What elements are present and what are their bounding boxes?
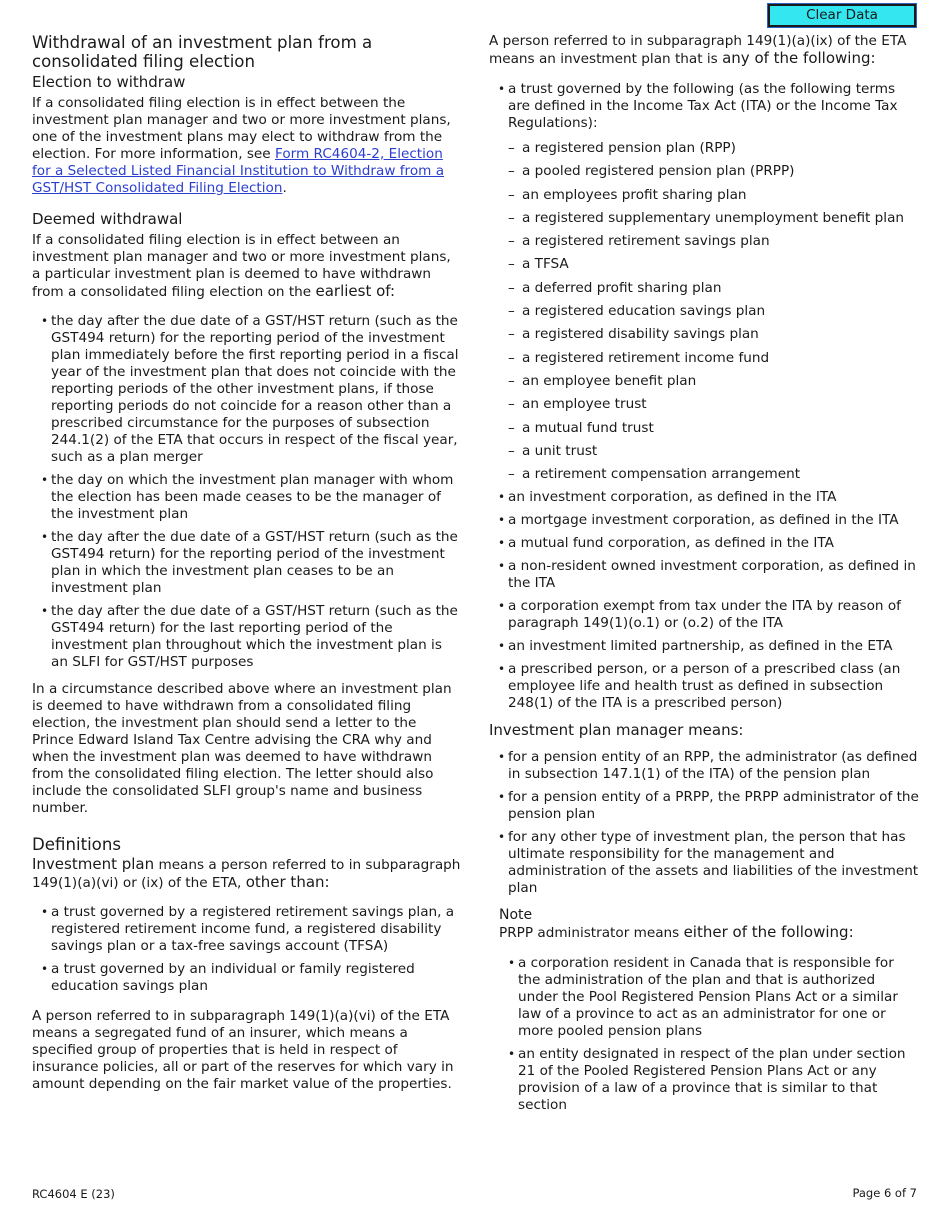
- list-item: – a registered pension plan (RPP): [508, 140, 919, 157]
- list-item: – a retirement compensation arrangement: [508, 466, 919, 483]
- investment-plan-types-list: [489, 81, 919, 712]
- list-item: • the day after the due date of a GST/HST return (such as the GST494 return) for the reporting period of the investment plan in which the investment plan ceases to be an investment plan: [32, 529, 462, 597]
- form-rc4604-2-link[interactable]: Form RC4604-2, Election for a Selected Listed Financial Institution to Withdraw from a GST/HST Consolidated Filing Election: [32, 146, 445, 196]
- list-item: • the day on which the investment plan manager with whom the election has been made ceases to be the manager of the investment plan: [32, 472, 462, 523]
- prpp-administrator-intro: PRPP administrator means either of the following:: [499, 923, 854, 942]
- list-item: • a non-resident owned investment corporation, as defined in the ITA: [489, 558, 919, 592]
- list-item: • a trust governed by the following (as the following terms are defined in the Income Tax Act (ITA) or the Income Tax Regulations): – a registered pension plan (RPP) – a pooled registered pension plan (PRPP) – an employees profit sharing plan – a registered supplementary unemployment benefit plan – a registered retirement savings plan – a TFSA – a deferred profit sharing plan – a registered education savings plan – a registered disability savings plan – a registered retirement income fund – an employee benefit plan – an employee trust – a mutual fund trust – a unit trust – a retirement compensation arrangement: [489, 81, 919, 483]
- list-item: • the day after the due date of a GST/HST return (such as the GST494 return) for the last reporting period of the investment plan throughout which the investment plan is an SLFI for GST/HST purposes: [32, 603, 462, 671]
- clear-data-button[interactable]: Clear Data: [768, 4, 916, 27]
- segregated-fund-paragraph: A person referred to in subparagraph 149(1)(a)(vi) of the ETA means a segregated fund of an insurer, which means a specified group of properties that is held in respect of insurance policies, all or part of the reserves for which vary in amount depending on the fair market value of the properties.: [32, 1008, 454, 1092]
- list-item: • an entity designated in respect of the plan under section 21 of the Pooled Registered Pension Plans Act or any provision of a law of a province that is similar to that section: [499, 1046, 919, 1114]
- list-item: • a corporation resident in Canada that is responsible for the administration of the plan and that is authorized under the Pool Registered Pension Plans Act or a similar law of a province to act as an administrator for one or more pooled pension plans: [499, 955, 919, 1040]
- deemed-list: [32, 313, 462, 671]
- exclusions-list: [32, 904, 462, 995]
- list-item: • a mutual fund corporation, as defined in the ITA: [489, 535, 919, 552]
- right-column: [489, 33, 919, 1124]
- definitions-heading: Definitions: [32, 835, 121, 854]
- investment-plan-definition: Investment plan means a person referred to in subparagraph 149(1)(a)(vi) or (ix) of the ETA, other than:: [32, 855, 461, 891]
- list-item: • a corporation exempt from tax under the ITA by reason of paragraph 149(1)(o.1) or (o.2) of the ITA: [489, 598, 919, 632]
- list-item: • a mortgage investment corporation, as defined in the ITA: [489, 512, 919, 529]
- list-item: – a unit trust: [508, 443, 919, 460]
- election-heading: Election to withdraw: [32, 73, 186, 91]
- list-item: – a mutual fund trust: [508, 420, 919, 437]
- list-item: – a registered retirement income fund: [508, 350, 919, 367]
- list-item: • an investment limited partnership, as defined in the ETA: [489, 638, 919, 655]
- form-identifier: RC4604 E (23): [32, 1187, 115, 1201]
- list-item: – an employees profit sharing plan: [508, 187, 919, 204]
- list-item: • an investment corporation, as defined in the ITA: [489, 489, 919, 506]
- list-item: – a registered disability savings plan: [508, 326, 919, 343]
- list-item: – an employee benefit plan: [508, 373, 919, 390]
- deemed-heading: Deemed withdrawal: [32, 210, 183, 228]
- list-item: – a registered supplementary unemployment benefit plan: [508, 210, 919, 227]
- page-number: Page 6 of 7: [852, 1186, 917, 1200]
- note-box: [499, 907, 919, 1114]
- list-item: • for a pension entity of an RPP, the administrator (as defined in subsection 147.1(1) of the ITA) of the pension plan: [489, 749, 919, 783]
- list-item: – a TFSA: [508, 256, 919, 273]
- list-item: • for a pension entity of a PRPP, the PRPP administrator of the pension plan: [489, 789, 919, 823]
- manager-list: [489, 749, 919, 897]
- withdrawal-heading: Withdrawal of an investment plan from a consolidated filing election: [32, 33, 373, 71]
- note-title: Note: [499, 907, 533, 924]
- list-item: • for any other type of investment plan, the person that has ultimate responsibility for the management and administration of the assets and liabilities of the investment plan: [489, 829, 919, 897]
- list-item: – a registered retirement savings plan: [508, 233, 919, 250]
- list-item: • the day after the due date of a GST/HST return (such as the GST494 return) for the reporting period of the investment plan immediately before the first reporting period in a fiscal year of the investment plan that does not coincide with the reporting periods of the other investment plans, if those reporting periods do not coincide for a reason other than a prescribed circumstance for the purposes of subsection 244.1(2) of the ETA that occurs in respect of the fiscal year, such as a plan merger: [32, 313, 462, 466]
- deemed-intro: If a consolidated filing election is in effect between an investment plan manager and two or more investment plans, a particular investment plan is deemed to have withdrawn from a consolidated filing election on the earliest of:: [32, 232, 451, 300]
- manager-heading: Investment plan manager means:: [489, 721, 744, 740]
- list-item: – a pooled registered pension plan (PRPP): [508, 163, 919, 180]
- deemed-closing: In a circumstance described above where an investment plan is deemed to have withdrawn from a consolidated filing election, the investment plan should send a letter to the Prince Edward Island Tax Centre advising the CRA why and when the investment plan was deemed to have withdrawn from the consolidated filing election. The letter should also include the consolidated SLFI group's name and business number.: [32, 681, 452, 816]
- list-item: – a registered education savings plan: [508, 303, 919, 320]
- list-item: – an employee trust: [508, 396, 919, 413]
- list-item: – a deferred profit sharing plan: [508, 280, 919, 297]
- left-column: [32, 33, 462, 1101]
- list-item: • a prescribed person, or a person of a prescribed class (an employee life and health trust as defined in subsection 248(1) of the ITA is a prescribed person): [489, 661, 919, 712]
- prpp-administrator-list: [499, 955, 919, 1114]
- list-item: • a trust governed by a registered retirement savings plan, a registered retirement income fund, a registered disability savings plan or a tax-free savings account (TFSA): [32, 904, 462, 955]
- election-paragraph: If a consolidated filing election is in effect between the investment plan manager and two or more investment plans, one of the investment plans may elect to withdraw from the election. For more information, see Form RC4604-2, Election for a Selected Listed Financial Institution to Withdraw from a GST/HST Consolidated Filing Election.: [32, 95, 451, 196]
- list-item: • a trust governed by an individual or family registered education savings plan: [32, 961, 462, 995]
- ix-intro: A person referred to in subparagraph 149(1)(a)(ix) of the ETA means an investment plan that is any of the following:: [489, 33, 907, 67]
- trust-types-list: [508, 140, 919, 483]
